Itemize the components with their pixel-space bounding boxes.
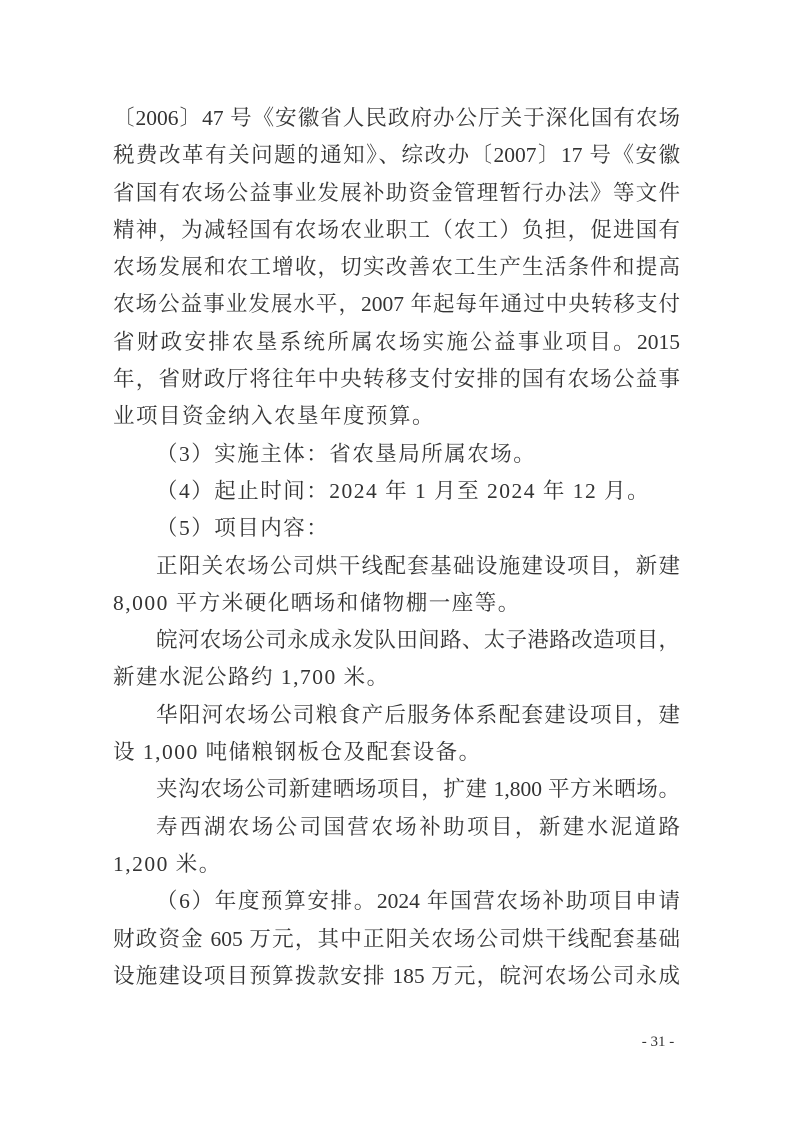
text-line: 〔2006〕47 号《安徽省人民政府办公厅关于深化国有农场 (113, 106, 680, 130)
text-line: 1,200 米。 (113, 851, 222, 876)
text-line: 精神，为减轻国有农场农业职工（农工）负担，促进国有 (113, 217, 680, 242)
text-line: 设施建设项目预算拨款安排 185 万元，皖河农场公司永成 (113, 963, 680, 988)
text-line: （6）年度预算安排。2024 年国营农场补助项目申请 (156, 889, 680, 914)
text-line: 夹沟农场公司新建晒场项目，扩建 1,800 平方米晒场。 (156, 777, 680, 802)
text-line: 新建水泥公路约 1,700 米。 (113, 665, 390, 690)
text-line: 农场发展和农工增收，切实改善农工生产生活条件和提高 (113, 255, 680, 280)
text-block (113, 100, 680, 995)
text-line: （4）起止时间：2024 年 1 月至 2024 年 12 月。 (156, 478, 651, 503)
text-line: 寿西湖农场公司国营农场补助项目，新建水泥道路 (156, 814, 680, 839)
text-line: 省财政安排农垦系统所属农场实施公益事业项目。2015 (113, 329, 680, 354)
text-line: 正阳关农场公司烘干线配套基础设施建设项目，新建 (156, 553, 680, 578)
page-number: - 31 - (641, 1034, 675, 1050)
text-line: 皖河农场公司永成永发队田间路、太子港路改造项目， (156, 628, 680, 653)
text-line: 年，省财政厅将往年中央转移支付安排的国有农场公益事 (113, 367, 680, 392)
text-line: 业项目资金纳入农垦年度预算。 (113, 404, 436, 429)
text-line: 税费改革有关问题的通知》、综改办〔2007〕17 号《安徽 (113, 143, 680, 168)
text-line: 财政资金 605 万元，其中正阳关农场公司烘干线配套基础 (113, 926, 680, 951)
text-line: 省国有农场公益事业发展补助资金管理暂行办法》等文件 (113, 180, 680, 205)
text-line: 设 1,000 吨储粮钢板仓及配套设备。 (113, 740, 482, 765)
text-line: 8,000 平方米硬化晒场和储物棚一座等。 (113, 590, 521, 615)
text-line: （3）实施主体：省农垦局所属农场。 (156, 441, 537, 466)
text-line: 农场公益事业发展水平，2007 年起每年通过中央转移支付 (113, 292, 680, 317)
text-line: 华阳河农场公司粮食产后服务体系配套建设项目，建 (156, 702, 680, 727)
text-line: （5）项目内容： (156, 516, 330, 541)
